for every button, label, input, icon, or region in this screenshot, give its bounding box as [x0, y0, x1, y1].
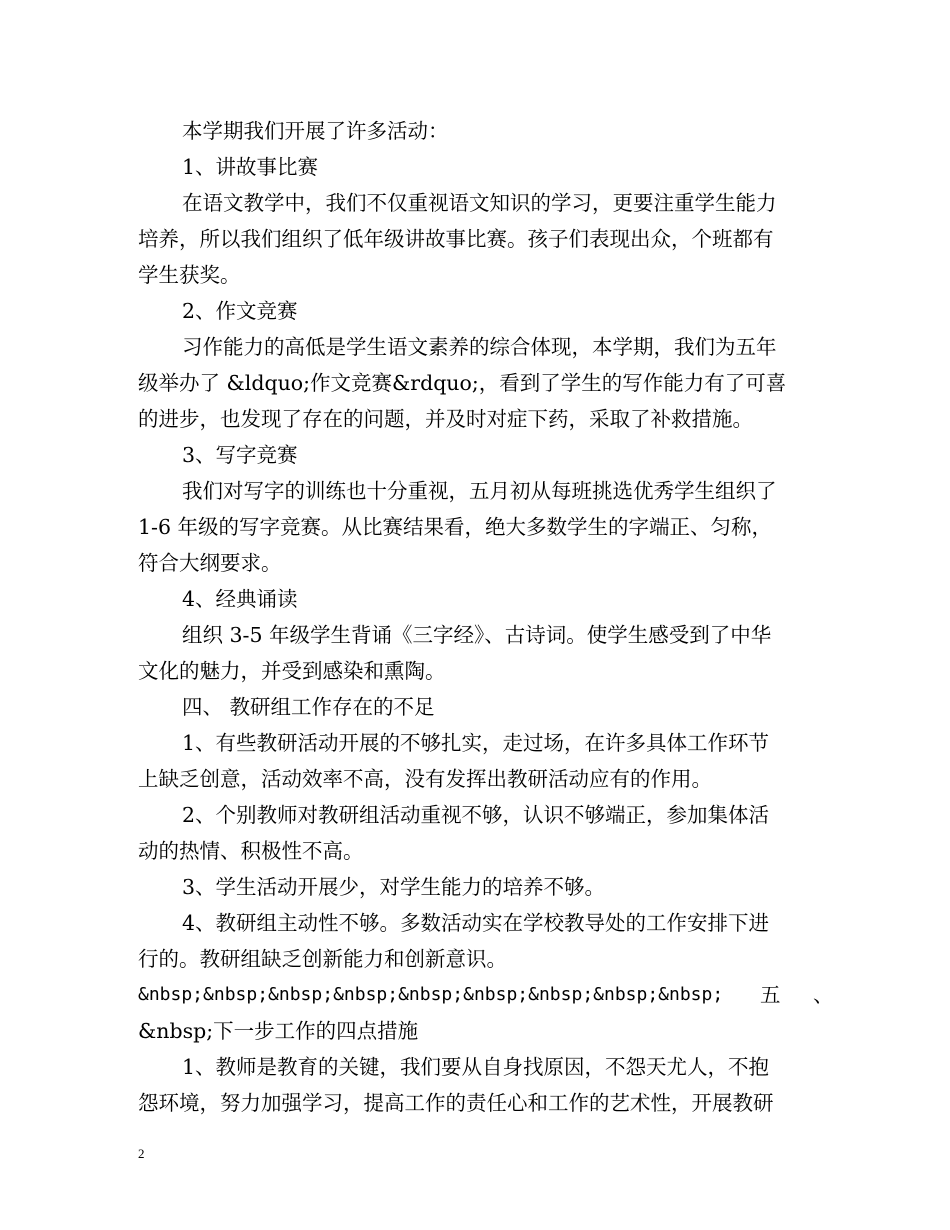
paragraph-text: 1、教师是教育的关键，我们要从自身找原因，不怨天尤人，不抱	[182, 1055, 770, 1079]
paragraph-text: 培养，所以我们组织了低年级讲故事比赛。孩子们表现出众，个班都有	[138, 227, 774, 251]
paragraph-text: 级举办了 &ldquo;作文竞赛&rdquo;，看到了学生的写作能力有了可喜	[138, 371, 787, 395]
heading-storytelling: 1、讲故事比赛	[182, 155, 319, 179]
heading-classics: 4、经典诵读	[182, 587, 298, 611]
paragraph-text: 符合大纲要求。	[138, 551, 282, 575]
paragraph-text: 4、教研组主动性不够。多数活动实在学校教导处的工作安排下进	[182, 911, 770, 935]
section-heading-shortcomings: 四、 教研组工作存在的不足	[182, 695, 435, 719]
paragraph-text: 2、个别教师对教研组活动重视不够，认识不够端正，参加集体活	[182, 803, 770, 827]
section-heading-next-steps-title: &nbsp;下一步工作的四点措施	[138, 1019, 419, 1043]
paragraph-text: 组织 3-5 年级学生背诵《三字经》、古诗词。使学生感受到了中华	[182, 623, 772, 647]
heading-handwriting: 3、写字竞赛	[182, 443, 298, 467]
section-separator: 、	[813, 983, 834, 1007]
section-number: 五	[760, 983, 781, 1007]
paragraph-text: 动的热情、积极性不高。	[138, 839, 364, 863]
paragraph-text: 1-6 年级的写字竞赛。从比赛结果看，绝大多数学生的字端正、匀称，	[138, 515, 773, 539]
page-number: 2	[138, 1146, 145, 1161]
entity-text: &nbsp;&nbsp;&nbsp;&nbsp;&nbsp;&nbsp;&nbsp;&nbsp;&nbsp;	[138, 984, 724, 1005]
paragraph-text: 我们对写字的训练也十分重视，五月初从每班挑选优秀学生组织了	[182, 479, 777, 503]
paragraph-text: 1、有些教研活动开展的不够扎实，走过场，在许多具体工作环节	[182, 731, 770, 755]
paragraph-text: 的进步，也发现了存在的问题，并及时对症下药，采取了补救措施。	[138, 407, 753, 431]
paragraph-text: 上缺乏创意，活动效率不高，没有发挥出教研活动应有的作用。	[138, 767, 712, 791]
paragraph-intro: 本学期我们开展了许多活动：	[182, 119, 449, 143]
paragraph-text: 文化的魅力，并受到感染和熏陶。	[138, 659, 446, 683]
paragraph-text: 怨环境，努力加强学习，提高工作的责任心和工作的艺术性，开展教研	[138, 1091, 774, 1115]
paragraph-text: 在语文教学中，我们不仅重视语文知识的学习，更要注重学生能力	[182, 191, 777, 215]
paragraph-text: 3、学生活动开展少，对学生能力的培养不够。	[182, 875, 606, 899]
paragraph-text: 习作能力的高低是学生语文素养的综合体现，本学期，我们为五年	[182, 335, 777, 359]
paragraph-text: 学生获奖。	[138, 263, 241, 287]
paragraph-text: 行的。教研组缺乏创新能力和创新意识。	[138, 947, 507, 971]
heading-composition: 2、作文竞赛	[182, 299, 298, 323]
